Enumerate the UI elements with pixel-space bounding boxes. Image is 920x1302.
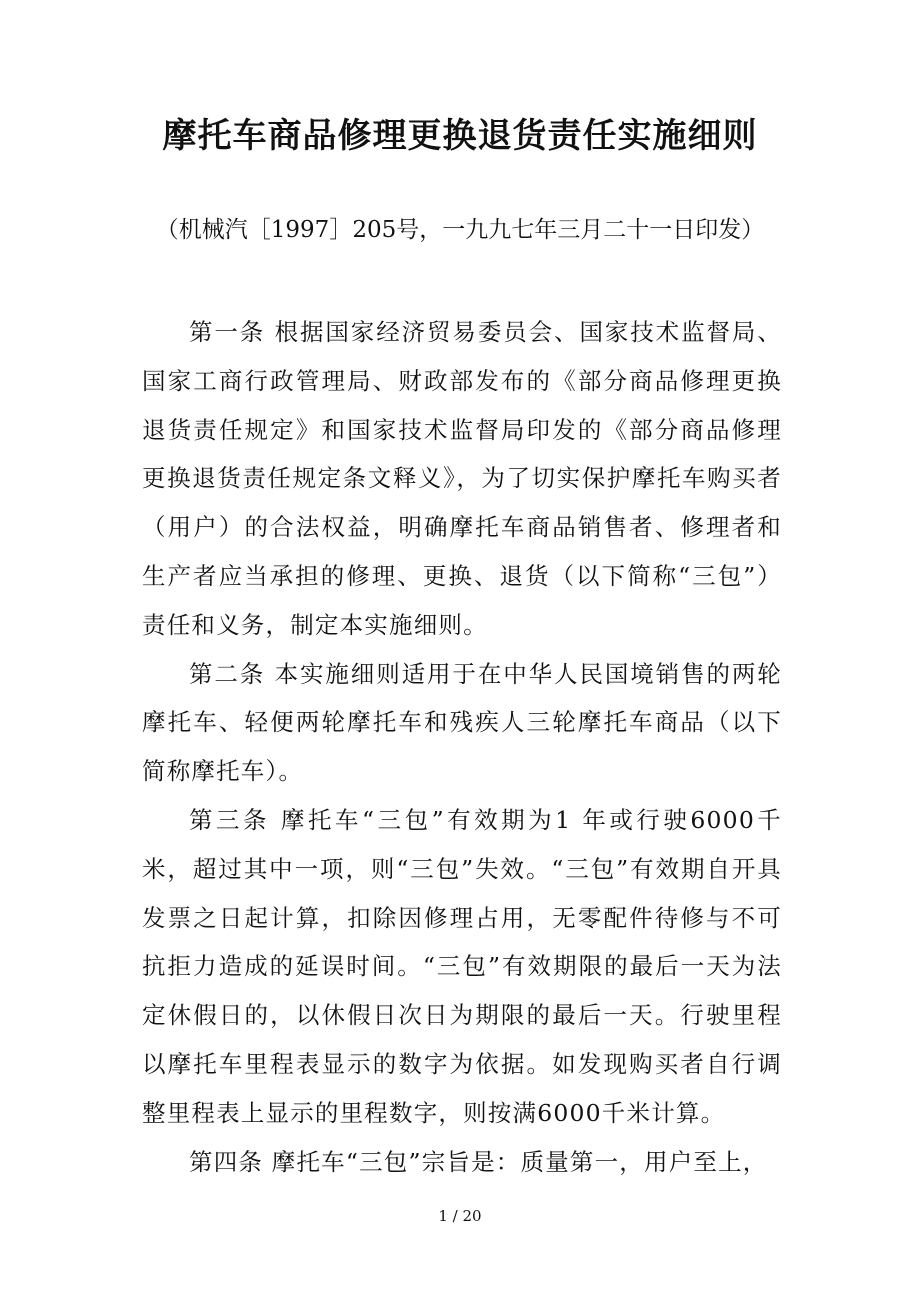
article-3-paragraph: 第三条 摩托车“三包”有效期为1 年或行驶6000千米，超过其中一项，则“三包”失效。“三包”有效期自开具发票之日起计算，扣除因修理占用，无零配件待修与不可抗拒力造成的延误时间。“三包”有效期限的最后一天为法定休假日的，以休假日次日为期限的最后一天。行驶里程以摩托车里程表显示的数字为依据。如发现购买者自行调整里程表上显示的里程数字，则按满6000千米计算。 xyxy=(142,805,782,1127)
page-number: 1 / 20 xyxy=(438,1207,482,1225)
document-subtitle: （机械汽［1997］205号，一九九七年三月二十一日印发） xyxy=(155,217,765,243)
article-1-paragraph: 第一条 根据国家经济贸易委员会、国家技术监督局、国家工商行政管理局、财政部发布的《部分商品修理更换退货责任规定》和国家技术监督局印发的《部分商品修理更换退货责任规定条文释义》，为了切实保护摩托车购买者（用户）的合法权益，明确摩托车商品销售者、修理者和生产者应当承担的修理、更换、退货（以下简称“三包”）责任和义务，制定本实施细则。 xyxy=(142,318,782,639)
document-body xyxy=(142,308,782,1186)
article-2-paragraph: 第二条 本实施细则适用于在中华人民国境销售的两轮摩托车、轻便两轮摩托车和残疾人三轮摩托车商品（以下简称摩托车）。 xyxy=(142,659,782,786)
article-4-paragraph: 第四条 摩托车“三包”宗旨是：质量第一，用户至上， xyxy=(189,1147,768,1176)
document-title: 摩托车商品修理更换退货责任实施细则 xyxy=(162,116,758,156)
